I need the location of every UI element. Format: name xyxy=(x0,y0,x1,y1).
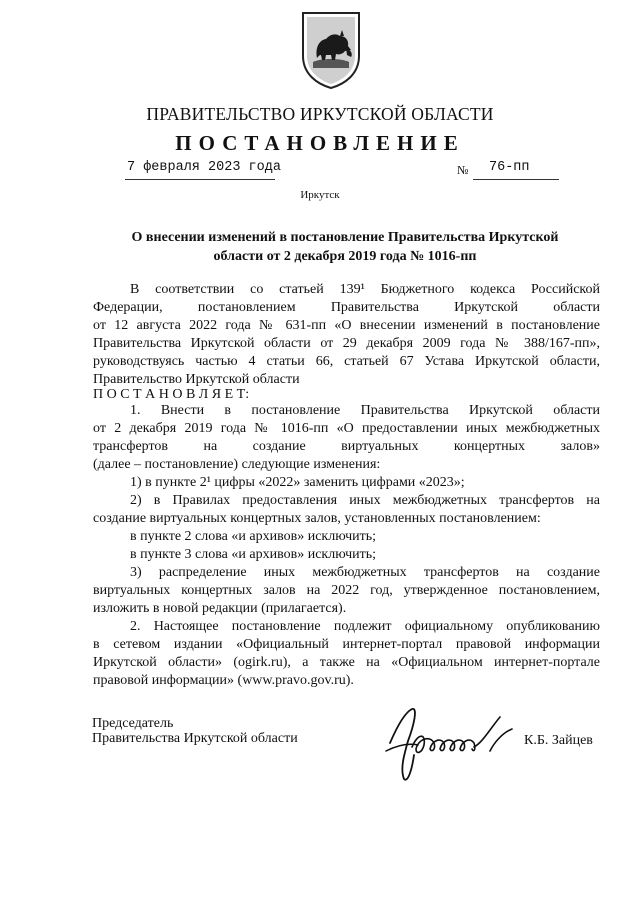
subitem-2-line: создание виртуальных концертных залов, установленных постановлением: xyxy=(93,511,541,526)
intro-line: Правительство Иркутской области xyxy=(93,372,300,387)
intro-line: руководствуясь частью 4 статьи 66, статьей 67 Устава Иркутской области, xyxy=(93,354,600,369)
subitem-2a: в пункте 2 слова «и архивов» исключить; xyxy=(130,529,377,544)
organization-name: ПРАВИТЕЛЬСТВО ИРКУТСКОЙ ОБЛАСТИ xyxy=(146,104,494,124)
item1-line: 1. Внести в постановление Правительства Иркутской области xyxy=(130,403,600,418)
date-underline xyxy=(125,179,275,180)
document-number: 76-пп xyxy=(489,160,530,175)
number-sign: № xyxy=(457,163,469,177)
subitem-3-line: изложить в новой редакции (прилагается). xyxy=(93,601,347,616)
subitem-3-line: 3) распределение иных межбюджетных трансфертов на создание xyxy=(130,565,600,580)
item1-line: трансфертов на создание виртуальных концертных залов» xyxy=(93,439,600,454)
subitem-2b: в пункте 3 слова «и архивов» исключить; xyxy=(130,547,377,562)
number-underline xyxy=(473,179,559,180)
item1-line: (далее – постановление) следующие изменения: xyxy=(93,457,381,472)
item1-line: от 2 декабря 2019 года № 1016-пп «О предоставлении иных межбюджетных xyxy=(93,421,600,436)
signatory-name: К.Б. Зайцев xyxy=(524,733,593,748)
signatory-position: Председатель xyxy=(92,716,174,731)
document-date: 7 февраля 2023 года xyxy=(127,160,281,175)
item2-line: 2. Настоящее постановление подлежит официальному опубликованию xyxy=(130,619,600,634)
document-type: ПОСТАНОВЛЕНИЕ xyxy=(175,131,465,155)
intro-line: от 12 августа 2022 года № 631-пп «О внесении изменений в постановление xyxy=(93,318,600,333)
city: Иркутск xyxy=(300,189,340,201)
coat-of-arms-icon xyxy=(299,10,363,90)
document-title xyxy=(90,228,600,266)
handwritten-signature-icon xyxy=(382,703,517,785)
item2-line: Иркутской области» (ogirk.ru), а также на «Официальном интернет-портале xyxy=(93,655,600,670)
intro-line: В соответствии со статьей 139¹ Бюджетного кодекса Российской xyxy=(130,282,600,297)
title-line: области от 2 декабря 2019 года № 1016-пп xyxy=(213,249,477,264)
title-line: О внесении изменений в постановление Правительства Иркутской xyxy=(131,230,559,245)
resolves-heading: П О С Т А Н О В Л Я Е Т: xyxy=(93,387,250,402)
subitem-2-line: 2) в Правилах предоставления иных межбюджетных трансфертов на xyxy=(130,493,600,508)
item2-line: правовой информации» (www.pravo.gov.ru). xyxy=(93,673,354,688)
intro-line: Правительства Иркутской области от 29 декабря 2009 года № 388/167-пп», xyxy=(93,336,600,351)
signatory-position: Правительства Иркутской области xyxy=(92,731,298,746)
item2-line: в сетевом издании «Официальный интернет-портал правовой информации xyxy=(93,637,600,652)
intro-line: Федерации, постановлением Правительства Иркутской области xyxy=(93,300,600,315)
subitem-1: 1) в пункте 2¹ цифры «2022» заменить цифрами «2023»; xyxy=(130,475,465,490)
subitem-3-line: виртуальных концертных залов на 2022 год, утвержденное постановлением, xyxy=(93,583,600,598)
